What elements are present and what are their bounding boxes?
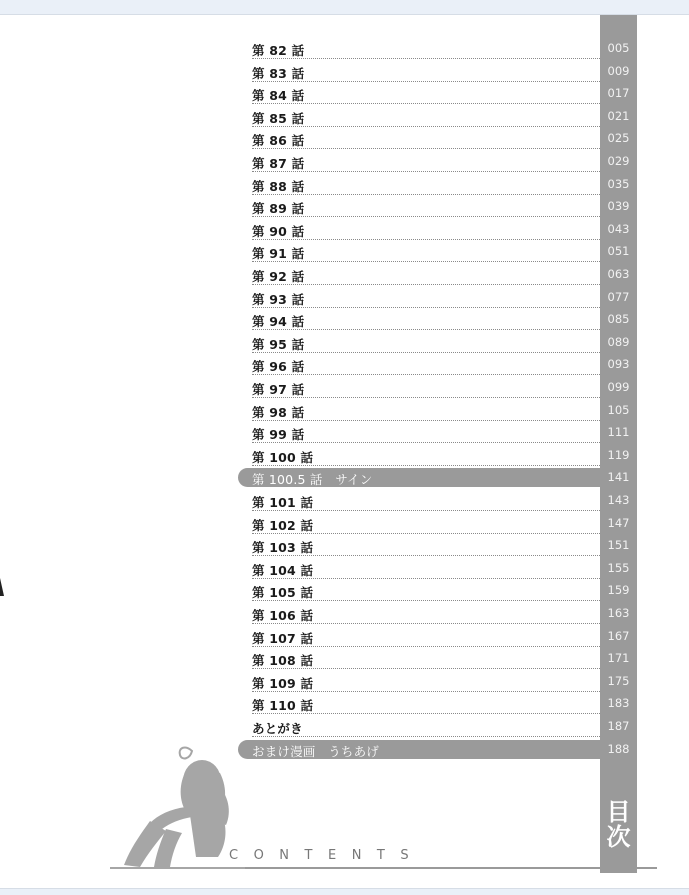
toc-dot-leader bbox=[252, 329, 600, 330]
toc-page-number: 029 bbox=[607, 154, 630, 168]
toc-title: 第 105 話 bbox=[252, 585, 314, 601]
toc-row[interactable] bbox=[252, 739, 637, 762]
toc-title: 第 101 話 bbox=[252, 495, 314, 510]
viewer-top-bar bbox=[0, 0, 689, 15]
toc-page-number: 187 bbox=[607, 719, 630, 733]
toc-page-number: 151 bbox=[607, 538, 630, 553]
toc-page-number: 043 bbox=[607, 221, 630, 236]
toc-row[interactable] bbox=[252, 83, 637, 106]
toc-title: 第 82 話 bbox=[252, 43, 305, 58]
toc-row[interactable] bbox=[252, 716, 637, 739]
toc-title: 第 90 話 bbox=[252, 223, 305, 239]
toc-page-number: 099 bbox=[607, 380, 630, 394]
toc-row[interactable] bbox=[252, 128, 637, 151]
toc-title: 第 93 話 bbox=[252, 291, 305, 307]
toc-title: 第 108 話 bbox=[252, 653, 314, 669]
toc-page-number: 167 bbox=[607, 628, 630, 643]
toc-dot-leader bbox=[252, 58, 600, 59]
toc-title: 第 98 話 bbox=[252, 404, 305, 420]
toc-row[interactable] bbox=[252, 671, 637, 694]
toc-title: 第 88 話 bbox=[252, 178, 305, 194]
toc-dot-leader bbox=[252, 103, 600, 104]
toc-row[interactable] bbox=[252, 174, 637, 197]
toc-title: 第 103 話 bbox=[252, 540, 314, 556]
toc-dot-leader bbox=[252, 691, 600, 692]
toc-title: 第 87 話 bbox=[252, 156, 305, 171]
toc-dot-leader bbox=[252, 374, 600, 375]
toc-title: 第 110 話 bbox=[252, 698, 314, 714]
toc-title: 第 92 話 bbox=[252, 269, 305, 284]
toc-title: 第 84 話 bbox=[252, 88, 305, 104]
toc-page-number: 005 bbox=[607, 41, 630, 55]
toc-row[interactable] bbox=[252, 377, 637, 400]
toc-row[interactable] bbox=[252, 354, 637, 377]
toc-dot-leader bbox=[252, 736, 600, 737]
toc-row[interactable] bbox=[252, 535, 637, 558]
toc-title: 第 94 話 bbox=[252, 314, 305, 330]
toc-title: 第 102 話 bbox=[252, 517, 314, 533]
bottom-rule bbox=[245, 867, 657, 869]
toc-row[interactable] bbox=[252, 513, 637, 536]
toc-page-number: 143 bbox=[607, 493, 630, 507]
toc-row[interactable] bbox=[252, 558, 637, 581]
toc-title: 第 95 話 bbox=[252, 336, 305, 352]
toc-row[interactable] bbox=[252, 264, 637, 287]
toc-dot-leader bbox=[252, 352, 600, 353]
toc-page-number: 035 bbox=[607, 176, 630, 191]
toc-page-number: 188 bbox=[607, 741, 630, 756]
toc-page-number: 147 bbox=[607, 515, 630, 530]
page-edge-mark bbox=[0, 578, 4, 596]
toc-title: 第 99 話 bbox=[252, 427, 305, 443]
toc-page-number: 009 bbox=[607, 63, 630, 78]
toc-dot-leader bbox=[252, 420, 600, 421]
toc-page-number: 159 bbox=[607, 583, 630, 598]
toc-dot-leader bbox=[252, 646, 600, 647]
toc-title: 第 86 話 bbox=[252, 133, 305, 149]
toc-dot-leader bbox=[252, 307, 600, 308]
toc-dot-leader bbox=[252, 284, 600, 285]
toc-row[interactable] bbox=[252, 490, 637, 513]
toc-title: 第 89 話 bbox=[252, 201, 305, 217]
toc-title: 第 109 話 bbox=[252, 675, 314, 691]
toc-page-number: 017 bbox=[607, 86, 630, 101]
toc-dot-leader bbox=[252, 465, 600, 466]
girl-silhouette-illustration bbox=[100, 745, 250, 869]
toc-row[interactable] bbox=[252, 422, 637, 445]
toc-page-number: 119 bbox=[607, 447, 630, 462]
toc-row[interactable] bbox=[252, 626, 637, 649]
toc-row[interactable] bbox=[252, 309, 637, 332]
toc-row[interactable] bbox=[252, 106, 637, 129]
toc-dot-leader bbox=[252, 239, 600, 240]
toc-title: 第 85 話 bbox=[252, 110, 305, 126]
mokuji-char-2: 次 bbox=[606, 823, 631, 851]
toc-row[interactable] bbox=[252, 287, 637, 310]
toc-page-number: 141 bbox=[607, 470, 630, 485]
toc-page-number: 021 bbox=[607, 108, 630, 123]
toc-title: 第 83 話 bbox=[252, 65, 305, 81]
toc-dot-leader bbox=[252, 668, 600, 669]
toc-page-number: 077 bbox=[607, 289, 630, 304]
toc-dot-leader bbox=[252, 171, 600, 172]
toc-dot-leader bbox=[252, 216, 600, 217]
toc-page-number: 063 bbox=[607, 267, 630, 281]
toc-page-number: 093 bbox=[607, 357, 630, 372]
toc-page-number: 163 bbox=[607, 606, 630, 620]
toc-dot-leader bbox=[252, 533, 600, 534]
toc-title: 第 100.5 話 サイン bbox=[252, 472, 373, 488]
mokuji-heading bbox=[600, 800, 637, 850]
toc-dot-leader bbox=[252, 261, 600, 262]
toc-page-number: 111 bbox=[607, 425, 630, 440]
toc-page-number: 039 bbox=[607, 199, 630, 214]
toc-dot-leader bbox=[252, 148, 600, 149]
toc-title: 第 97 話 bbox=[252, 382, 305, 397]
toc-row[interactable] bbox=[252, 332, 637, 355]
toc-title: 第 107 話 bbox=[252, 630, 314, 646]
toc-dot-leader bbox=[252, 81, 600, 82]
toc-page-number: 089 bbox=[607, 334, 630, 349]
toc-row[interactable] bbox=[252, 241, 637, 264]
toc-row[interactable] bbox=[252, 38, 637, 61]
toc-dot-leader bbox=[252, 555, 600, 556]
toc-row[interactable] bbox=[252, 693, 637, 716]
toc-title: 第 104 話 bbox=[252, 562, 314, 578]
toc-row[interactable] bbox=[252, 61, 637, 84]
toc-title: おまけ漫画 うちあげ bbox=[252, 743, 380, 759]
toc-page-number: 175 bbox=[607, 673, 630, 688]
toc-row[interactable] bbox=[252, 603, 637, 626]
toc-page-number: 171 bbox=[607, 651, 630, 666]
toc-row[interactable] bbox=[252, 219, 637, 242]
toc-title: 第 96 話 bbox=[252, 359, 305, 375]
toc-page-number: 025 bbox=[607, 131, 630, 146]
toc-page-number: 085 bbox=[607, 312, 630, 327]
toc-row[interactable] bbox=[252, 445, 637, 468]
toc-dot-leader bbox=[252, 442, 600, 443]
toc-dot-leader bbox=[252, 713, 600, 714]
toc-row[interactable] bbox=[252, 196, 637, 219]
toc-row[interactable] bbox=[252, 151, 637, 174]
toc-dot-leader bbox=[252, 510, 600, 511]
toc-title: 第 91 話 bbox=[252, 246, 305, 262]
viewer-bottom-bar bbox=[0, 888, 689, 895]
mokuji-char-1: 目 bbox=[606, 798, 631, 826]
toc-dot-leader bbox=[252, 126, 600, 127]
toc-row[interactable] bbox=[252, 400, 637, 423]
toc-dot-leader bbox=[252, 397, 600, 398]
toc-title: 第 106 話 bbox=[252, 608, 314, 623]
toc-page-number: 105 bbox=[607, 402, 630, 417]
toc-row[interactable] bbox=[252, 467, 637, 490]
toc-row[interactable] bbox=[252, 648, 637, 671]
toc-page-number: 183 bbox=[607, 696, 630, 711]
toc-dot-leader bbox=[252, 578, 600, 579]
contents-label: CONTENTS bbox=[229, 848, 425, 863]
toc-dot-leader bbox=[252, 194, 600, 195]
toc-dot-leader bbox=[252, 600, 600, 601]
toc-row[interactable] bbox=[252, 580, 637, 603]
toc-title: あとがき bbox=[252, 721, 303, 736]
toc-dot-leader bbox=[252, 623, 600, 624]
toc-page-number: 155 bbox=[607, 560, 630, 575]
toc-title: 第 100 話 bbox=[252, 449, 314, 465]
toc-page-number: 051 bbox=[607, 244, 630, 259]
